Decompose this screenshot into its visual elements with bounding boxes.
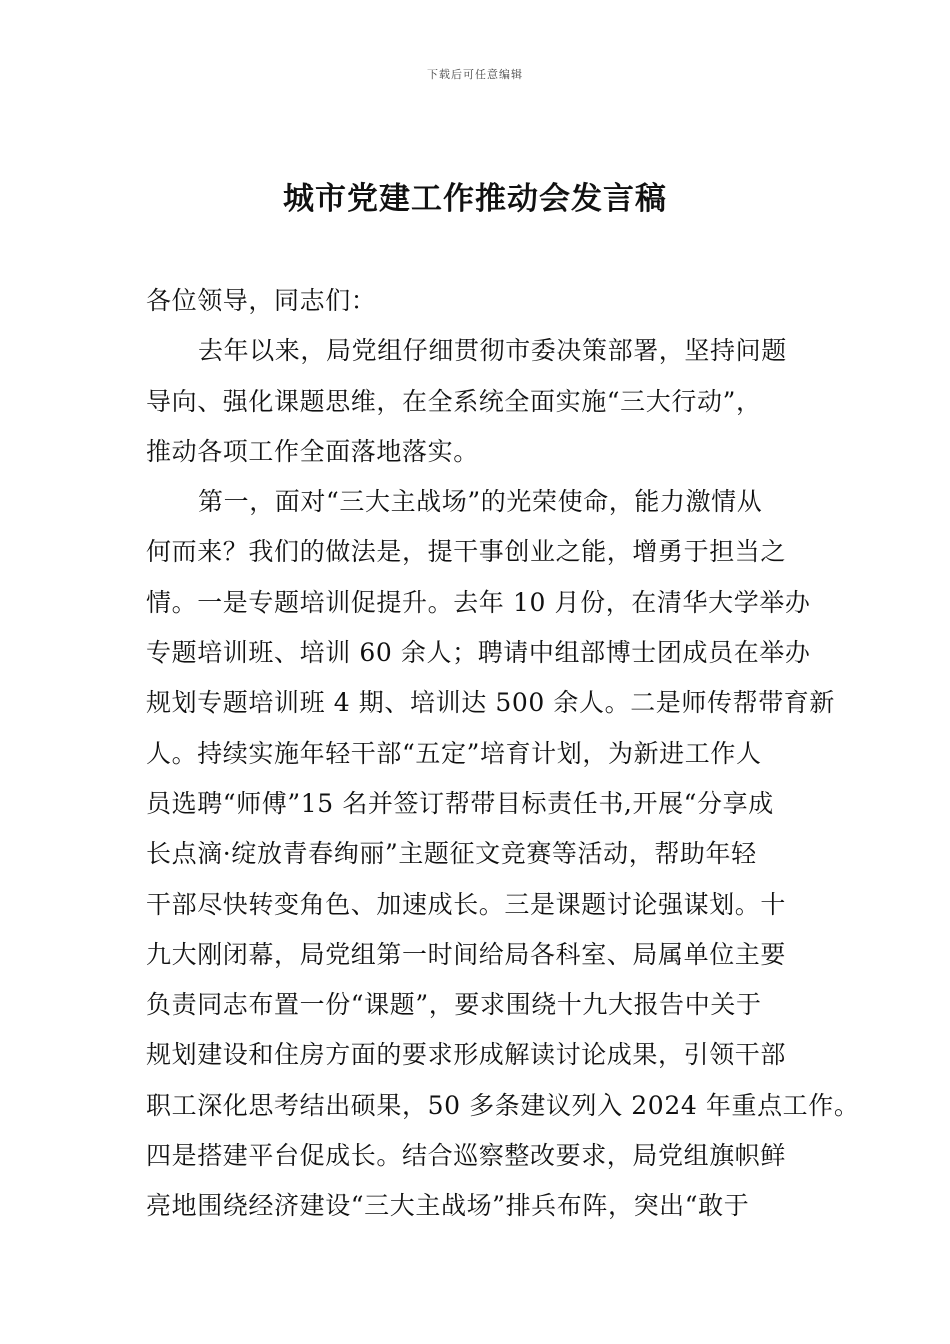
body-text-line: 第一，面对“三大主战场”的光荣使命，能力激情从 xyxy=(198,487,763,517)
document-title: 城市党建工作推动会发言稿 xyxy=(283,181,667,217)
body-text-line: 去年以来，局党组仔细贯彻市委决策部署，坚持问题 xyxy=(198,336,787,366)
header-note: 下载后可任意编辑 xyxy=(427,68,523,81)
body-text-line: 人。持续实施年轻干部“五定”培育计划，为新进工作人 xyxy=(146,738,762,768)
body-text-line: 各位领导，同志们： xyxy=(146,286,377,315)
document-body xyxy=(146,276,860,1232)
body-text-line: 专题培训班、培训 60 余人；聘请中组部博士团成员在举办 xyxy=(146,638,811,668)
body-text-line: 亮地围绕经济建设“三大主战场”排兵布阵，突出“敢于 xyxy=(146,1191,750,1221)
body-text-line: 推动各项工作全面落地落实。 xyxy=(146,436,479,466)
body-text-line: 员选聘“师傅”15 名并签订帮带目标责任书,开展“分享成 xyxy=(146,788,774,818)
body-text-line: 负责同志布置一份“课题”，要求围绕十九大报告中关于 xyxy=(146,990,762,1020)
body-text-line: 干部尽快转变角色、加速成长。三是课题讨论强谋划。十 xyxy=(146,889,787,919)
body-text-line: 情。一是专题培训促提升。去年 10 月份，在清华大学举办 xyxy=(146,587,811,617)
body-text-line: 何而来？我们的做法是，提干事创业之能，增勇于担当之 xyxy=(146,537,787,567)
body-text-line: 导向、强化课题思维，在全系统全面实施“三大行动”， xyxy=(146,386,762,416)
body-text-line: 规划专题培训班 4 期、培训达 500 余人。二是师传帮带育新 xyxy=(146,688,836,718)
body-text-line: 规划建设和住房方面的要求形成解读讨论成果，引领干部 xyxy=(146,1040,787,1070)
body-text-line: 四是搭建平台促成长。结合巡察整改要求，局党组旗帜鲜 xyxy=(146,1141,787,1171)
body-text-line: 九大刚闭幕，局党组第一时间给局各科室、局属单位主要 xyxy=(146,939,787,969)
body-text-line: 职工深化思考结出硕果，50 多条建议列入 2024 年重点工作。 xyxy=(146,1090,860,1120)
body-text-line: 长点滴·绽放青春绚丽”主题征文竞赛等活动，帮助年轻 xyxy=(146,839,757,869)
